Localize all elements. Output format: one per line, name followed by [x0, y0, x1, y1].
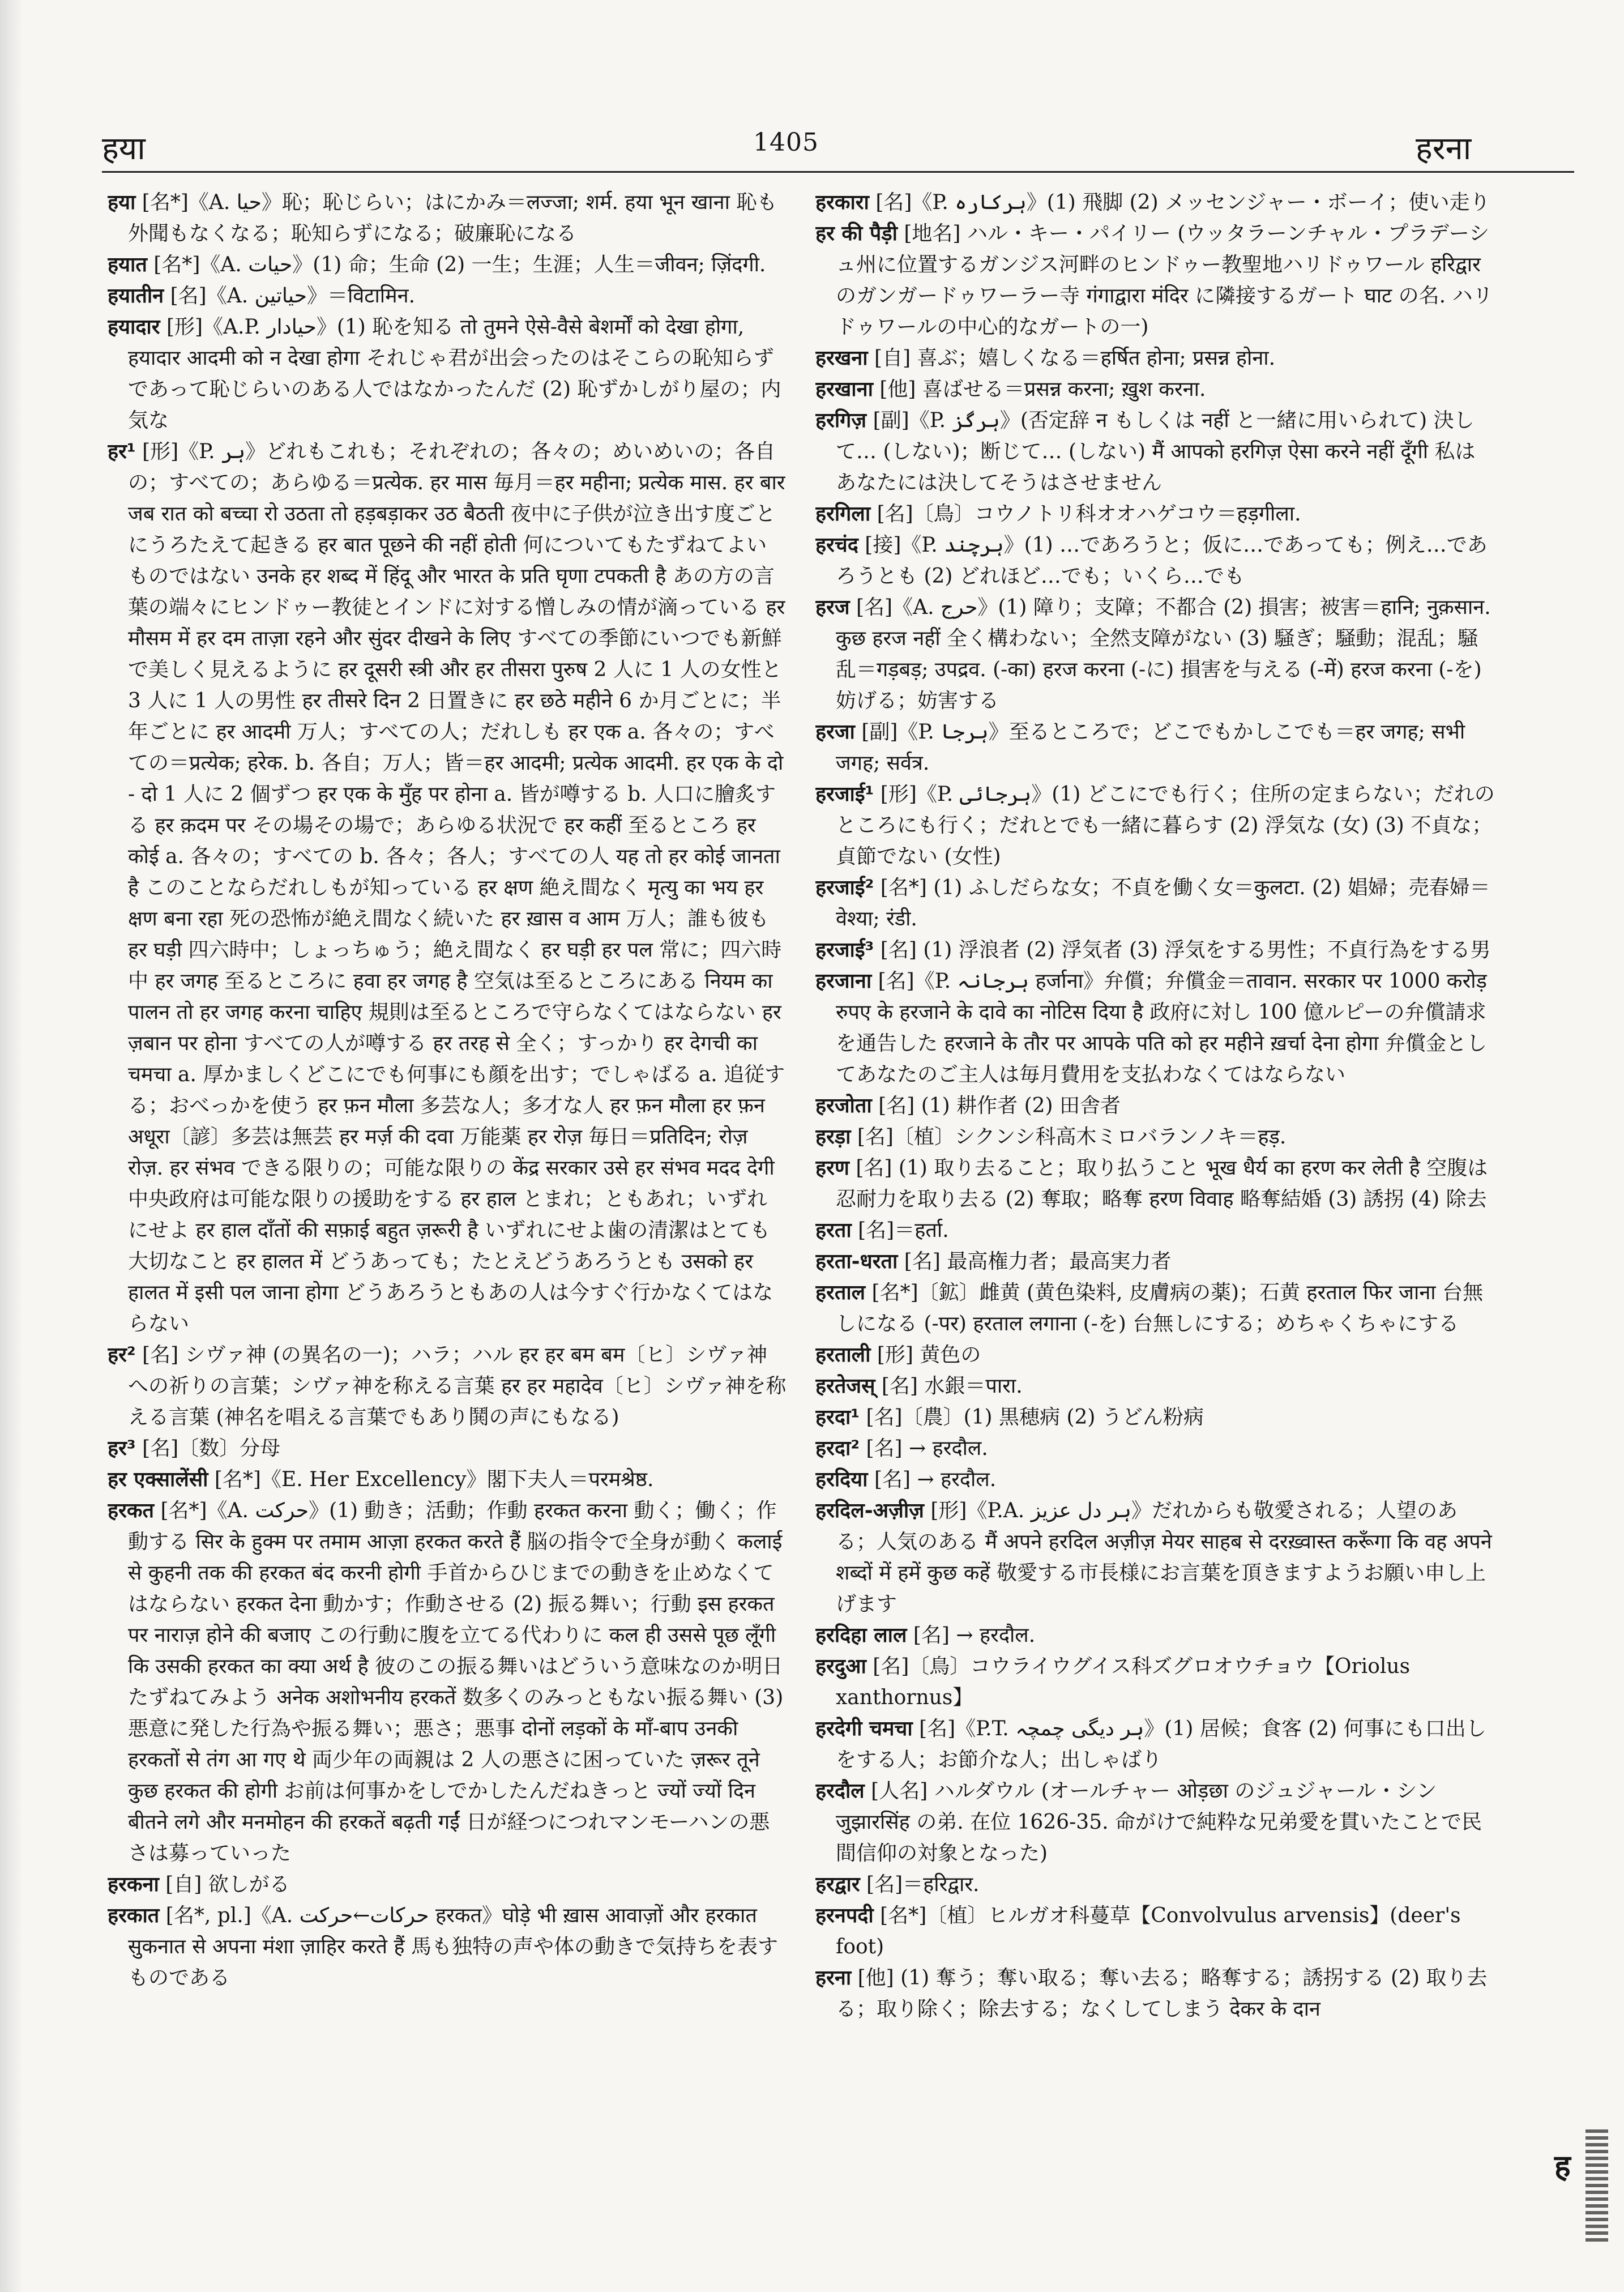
- dictionary-entry: [815, 405, 1495, 498]
- entry-headword: हरदा¹: [815, 1406, 860, 1429]
- dictionary-entry: [108, 1464, 787, 1495]
- entry-definition: [他] 喜ばせる＝प्रसन्न करना; ख़ुश करना.: [879, 378, 1206, 401]
- entry-headword: हरनपदी: [815, 1904, 874, 1927]
- dictionary-entry: [108, 249, 787, 280]
- entry-headword: हरदेगी चमचा: [815, 1717, 913, 1740]
- dictionary-entry: [815, 1713, 1495, 1775]
- entry-definition: [名]〔農〕(1) 黒穂病 (2) うどん粉病: [866, 1406, 1204, 1429]
- page-header: [0, 126, 1624, 165]
- entry-definition: [名] (1) 浮浪者 (2) 浮気者 (3) 浮気をする男性；不貞行為をする男: [880, 938, 1491, 962]
- entry-headword: हरखना: [815, 347, 868, 370]
- entry-headword: हर¹: [108, 440, 136, 463]
- entry-definition: [名] (1) 取り去ること；取り払うこと भूख धैर्य का हरण कर लेती है 空腹は忍耐力を取り去る (2) 奪取；略奪 हरण विवाह 略奪結婚 (3) 誘拐 (4) 除去: [836, 1156, 1488, 1211]
- header-first-word: हया: [102, 130, 146, 167]
- dictionary-entry: [815, 1121, 1495, 1153]
- dictionary-entry: [815, 872, 1495, 934]
- dictionary-entry: [815, 592, 1495, 716]
- entry-definition: [名]《P. ہرکارہ》(1) 飛脚 (2) メッセンジャー・ボーイ；使い走り: [875, 191, 1490, 214]
- dictionary-entry: [815, 1433, 1495, 1464]
- entry-headword: हरताल: [815, 1281, 866, 1304]
- entry-headword: हरदिहा लाल: [815, 1624, 907, 1647]
- dictionary-entry: [108, 1869, 787, 1900]
- dictionary-entry: [815, 1153, 1495, 1215]
- entry-headword: हरजा: [815, 720, 855, 744]
- entry-definition: [名] (1) 耕作者 (2) 田舎者: [878, 1094, 1121, 1117]
- dictionary-entry: [815, 1246, 1495, 1277]
- dictionary-entry: [815, 1464, 1495, 1495]
- dictionary-entry: [108, 1900, 787, 1994]
- dictionary-entry: [815, 1775, 1495, 1869]
- entry-definition: [名*] (1) ふしだらな女；不貞を働く女＝कुलटा. (2) 娼婦；売春婦＝वेश्या; रंडी.: [836, 876, 1490, 931]
- entry-headword: हरता-धरता: [815, 1250, 898, 1273]
- dictionary-entry: [108, 311, 787, 436]
- dictionary-entry: [108, 1433, 787, 1464]
- dictionary-entry: [815, 187, 1495, 218]
- entry-definition: [地名] ハル・キー・パイリー (ウッタラーンチャル・プラデーシュ州に位置するガンジス河畔のヒンドゥー教聖地ハリドゥワール हरिद्वार のガンガードゥワーラー寺 गंगाद्वारा मंदिर に隣接するガート घाट の名. ハリドゥワールの中心的なガートの一): [836, 222, 1493, 339]
- entry-headword: हरना: [815, 1966, 852, 1990]
- dictionary-entry: [815, 218, 1495, 343]
- entry-headword: हरड़ा: [815, 1125, 851, 1149]
- entry-headword: हरचंद: [815, 533, 858, 557]
- dictionary-entry: [108, 280, 787, 311]
- entry-definition: [名]《P.T. ہر دیگی چمچہ》(1) 居候；食客 (2) 何事にも口出しをする人；お節介な人；出しゃばり: [836, 1717, 1486, 1772]
- entry-headword: हरता: [815, 1219, 852, 1242]
- entry-definition: [名]《P. ہرجانہ हर्जाना》弁償；弁償金＝तावान. सरकार पर 1000 करोड़ रुपए के हरजाने के दावे का नोटिस दिया है 政府に対し 100 億ルピーの弁償請求を通告した हरजाने के तौर पर आपके पति को हर महीने ख़र्चा देना होगा 弁償金としてあなたのご主人は毎月費用を支払わなくてはならない: [836, 970, 1488, 1086]
- dictionary-entry: [815, 1962, 1495, 2025]
- entry-definition: [名]〔鳥〕コウノトリ科オオハゲコウ＝हड़गीला.: [877, 502, 1301, 526]
- entry-definition: [名*]〔植〕ヒルガオ科蔓草【Convolvulus arvensis】(deer's foot): [836, 1904, 1461, 1958]
- entry-definition: [名] → हरदौल.: [874, 1468, 997, 1491]
- entry-definition: [名]《A. حیاتین》＝विटामिन.: [170, 284, 416, 308]
- entry-headword: हयातीन: [108, 284, 164, 308]
- dictionary-entry: [108, 436, 787, 1339]
- entry-definition: [名] シヴァ神 (の異名の一)；ハラ；ハル हर हर बम बम〔ヒ〕シヴァ神への祈りの言葉；シヴァ神を称える言葉 हर हर महादेव〔ヒ〕シヴァ神を称える言葉 (神名を唱える言葉でもあり鬨の声にもなる): [128, 1343, 787, 1429]
- dictionary-entry: [815, 1277, 1495, 1339]
- entry-headword: हरगिज़: [815, 409, 867, 432]
- entry-definition: [名] 水銀＝पारा.: [881, 1375, 1023, 1398]
- dictionary-entry: [815, 1402, 1495, 1433]
- dictionary-entry: [815, 716, 1495, 779]
- dictionary-entry: [815, 1339, 1495, 1371]
- entry-definition: [名]〔数〕分母: [142, 1437, 281, 1460]
- entry-headword: हरकारा: [815, 191, 869, 214]
- entry-headword: हरदिया: [815, 1468, 868, 1491]
- entry-definition: [名*]《A. حرکت》(1) 動き；活動；作動 हरकत करना 動く；働く；作動する सिर के हुक्म पर तमाम आज़ा हरकत करते हैं 脳の指令で全身が動く कलाई से कुहनी तक की हरकत बंद करनी होगी 手首からひじまでの動きを止めなくてはならない हरकत देना 動かす；作動させる (2) 振る舞い；行動 इस हरकत पर नाराज़ होने की बजाए この行動に腹を立てる代わりに कल ही उससे पूछ लूँगी कि उसकी हरकत का क्या अर्थ है 彼のこの振る舞いはどういう意味なのか明日たずねてみよう अनेक अशोभनीय हरकतें 数多くのみっともない振る舞い (3) 悪意に発した行為や振る舞い；悪さ；悪事 दोनों लड़कों के माँ-बाप उनकी हरकतों से तंग आ गए थे 両少年の両親は 2 人の悪さに困っていた ज़रूर तूने कुछ हरकत की होगी お前は何事かをしでかしたんだねきっと ज्यों ज्यों दिन बीतने लगे और मनमोहन की हरकतें बढ़ती गईं 日が経つにつれマンモーハンの悪さは募っていった: [128, 1499, 784, 1865]
- entry-headword: हरण: [815, 1156, 849, 1180]
- dictionary-entry: [815, 498, 1495, 530]
- dictionary-entry: [815, 1869, 1495, 1900]
- entry-headword: हयादार: [108, 315, 160, 339]
- entry-definition: [名*]《A. حیا》恥；恥じらい；はにかみ＝लज्जा; शर्म. हया भून खाना 恥も外聞もなくなる；恥知らずになる；破廉恥になる: [128, 191, 777, 245]
- dictionary-entry: [108, 1495, 787, 1869]
- dictionary-entry: [815, 934, 1495, 966]
- entry-headword: हरजाई¹: [815, 783, 874, 806]
- entry-definition: [名*, pl.]《A. حرکات←حرکت हरकत》घोड़े भी ख़ास आवाज़ों और हरकात सुकनात से अपना मंशा ज़ाहिर करते हैं 馬も独特の声や体の動きで気持ちを表すものである: [128, 1904, 779, 1990]
- entry-headword: हरतेजस्: [815, 1375, 875, 1398]
- entry-definition: [副]《P. ہرجا》至るところで；どこでもかしこでも＝हर जगह; सभी जगह; सर्वत्र.: [836, 720, 1465, 775]
- entry-headword: हरदौल: [815, 1779, 865, 1803]
- dictionary-entry: [108, 1339, 787, 1433]
- entry-headword: हरजोता: [815, 1094, 872, 1117]
- dictionary-entry: [815, 966, 1495, 1090]
- entry-headword: हर की पैड़ी: [815, 222, 898, 245]
- dictionary-entry: [815, 1651, 1495, 1713]
- entry-definition: [形]《A.P. حیادار》(1) 恥を知る तो तुमने ऐसे-वैसे बेशर्मों को देखा होगा, हयादार आदमी को न देखा होगा それじゃ君が出会ったのはそこらの恥知らずであって恥じらいのある人ではなかったんだ (2) 恥ずかしがり屋の；内気な: [128, 315, 781, 432]
- entry-headword: हरजाई²: [815, 876, 874, 899]
- entry-definition: [副]《P. ہرگز》(否定辞 न もしくは नहीं と一緒に用いられて) 決して… (しない)；断じて… (しない) मैं आपको हरगिज़ ऐसा करने नहीं दूँगी 私はあなたには決してそうはさせません: [836, 409, 1476, 494]
- entry-headword: हरजाना: [815, 970, 872, 993]
- entry-definition: [名] → हरदौल.: [866, 1437, 988, 1460]
- entry-headword: हरकात: [108, 1904, 160, 1927]
- entry-definition: [形] 黄色の: [877, 1343, 981, 1367]
- entry-headword: हरदा²: [815, 1437, 860, 1460]
- header-last-word: हरना: [1416, 130, 1472, 167]
- entry-definition: [形]《P. ہرجائی》(1) どこにでも行く；住所の定まらない；だれのところにも行く；だれとでも一緒に暮らす (2) 浮気な (女) (3) 不貞な；貞節でない (女性): [836, 783, 1495, 868]
- thumb-index-tab: [1585, 2129, 1608, 2243]
- dictionary-entry: [815, 1495, 1495, 1620]
- entry-headword: हयात: [108, 253, 147, 276]
- entry-definition: [名]〔植〕シクンシ科高木ミロバランノキ＝हड़.: [857, 1125, 1287, 1149]
- dictionary-entry: [815, 1900, 1495, 1962]
- entry-headword: हरकना: [108, 1873, 159, 1896]
- dictionary-entry: [815, 1090, 1495, 1121]
- page-number: 1405: [753, 128, 819, 157]
- entry-headword: हरजाई³: [815, 938, 874, 962]
- entry-definition: [他] (1) 奪う；奪い取る；奪い去る；略奪する；誘拐する (2) 取り去る；取り除く；除去する；なくしてしまう देकर के दान: [836, 1966, 1488, 2021]
- entry-headword: हर²: [108, 1343, 136, 1367]
- entry-definition: [形]《P. ہر》どれもこれも；それぞれの；各々の；めいめいの；各自の；すべての；あらゆる＝प्रत्येक. हर मास 毎月＝हर महीना; प्रत्येक मास. हर बार जब रात को बच्चा रो उठता तो हड़बड़ाकर उठ बैठती 夜中に子供が泣き出す度ごとにうろたえて起きる हर बात पूछने की नहीं होती 何についてもたずねてよいものではない उनके हर शब्द में हिंदू और भारत के प्रति घृणा टपकती है あの方の言葉の端々にヒンドゥー教徒とインドに対する憎しみの情が滴っている हर मौसम में हर दम ताज़ा रहने और सुंदर दीखने के लिए すべての季節にいつでも新鮮で美しく見えるように हर दूसरी स्त्री और हर तीसरा पुरुष 2 人に 1 人の女性と 3 人に 1 人の男性 हर तीसरे दिन 2 日置きに हर छठे महीने 6 か月ごとに；半年ごとに हर आदमी 万人；すべての人；だれしも हर एक a. 各々の；すべての＝प्रत्येक; हरेक. b. 各自；万人；皆＝हर आदमी; प्रत्येक आदमी. हर एक के दो - दो 1 人に 2 個ずつ हर एक के मुँह पर होना a. 皆が噂する b. 人口に膾炙する हर क़दम पर その場その場で；あらゆる状況で हर कहीं 至るところ हर कोई a. 各々の；すべての b. 各々；各人；すべての人 यह तो हर कोई जानता है このことならだれしもが知っている हर क्षण 絶え間なく मृत्यु का भय हर क्षण बना रहा 死の恐怖が絶え間なく続いた हर ख़ास व आम 万人；誰も彼も हर घड़ी 四六時中；しょっちゅう；絶え間なく हर घड़ी हर पल 常に；四六時中 हर जगह 至るところに हवा हर जगह है 空気は至るところにある नियम का पालन तो हर जगह करना चाहिए 規則は至るところで守らなくてはならない हर ज़बान पर होना すべての人が噂する हर तरह से 全く；すっかり हर देगची का चमचा a. 厚かましくどこにでも何事にも顔を出す；でしゃばる a. 追従する；おべっかを使う हर फ़न मौला 多芸な人；多才な人 हर फ़न मौला हर फ़न अधूरा〔諺〕多芸は無芸 हर मर्ज़ की दवा 万能薬 हर रोज़ 毎日＝प्रतिदिन; रोज़ रोज़. हर संभव できる限りの；可能な限りの केंद्र सरकार उसे हर संभव मदद देगी 中央政府は可能な限りの援助をする हर हाल とまれ；ともあれ；いずれにせよ हर हाल दाँतों की सफ़ाई बहुत ज़रूरी है いずれにせよ歯の清潔はとても大切なこと हर हालत में どうあっても；たとえどうあろうとも उसको हर हालत में इसी पल जाना होगा どうあろうともあの人は今すぐ行かなくてはならない: [128, 440, 785, 1335]
- entry-headword: हरगिला: [815, 502, 871, 526]
- entry-definition: [形]《P.A. ہر دل عزیز》だれからも敬愛される；人望のある；人気のある मैं अपने हरदिल अज़ीज़ मेयर साहब से दरख़्वास्त करूँगा कि वह अपने शब्दों में हमें कुछ कहें 敬愛する市長様にお言葉を頂きますようお願い申し上げます: [836, 1499, 1492, 1616]
- entry-definition: [自] 欲しがる: [165, 1873, 290, 1896]
- dictionary-entry: [815, 1215, 1495, 1246]
- dictionary-entry: [815, 1620, 1495, 1651]
- right-column: [815, 187, 1495, 2254]
- dictionary-entry: [815, 374, 1495, 405]
- entry-headword: हरकत: [108, 1499, 155, 1522]
- entry-definition: [名]＝हर्ता.: [858, 1219, 949, 1242]
- entry-definition: [名]《A. حرج》(1) 障り；支障；不都合 (2) 損害；被害＝हानि; नुक़सान. कुछ हरज नहीं 全く構わない；全然支障がない (3) 騒ぎ；騒動；混乱；騒乱＝गड़बड़; उपद्रव. (-का) हरज करना (-に) 損害を与える (-में) हरज करना (-を) 妨げる；妨害する: [836, 596, 1491, 712]
- entry-definition: [名*]《E. Her Excellency》閣下夫人＝परमश्रेष्ठ.: [214, 1468, 654, 1491]
- entry-definition: [名]〔鳥〕コウライウグイス科ズグロオウチョウ【Oriolus xanthornus】: [836, 1655, 1411, 1709]
- entry-definition: [名*]〔鉱〕雌黄 (黄色染料, 皮膚病の薬)；石黄 हरताल फिर जाना 台無しになる (-पर) हरताल लगाना (-を) 台無しにする；めちゃくちゃにする: [836, 1281, 1484, 1335]
- entry-headword: हर³: [108, 1437, 136, 1460]
- entry-definition: [自] 喜ぶ；嬉しくなる＝हर्षित होना; प्रसन्न होना.: [874, 347, 1276, 370]
- entry-definition: [名]＝हरिद्वार.: [866, 1873, 980, 1896]
- left-column: [108, 187, 787, 2254]
- entry-headword: हरद्वार: [815, 1873, 860, 1896]
- dictionary-entry: [108, 187, 787, 249]
- dictionary-entry: [815, 530, 1495, 592]
- dictionary-entry: [815, 343, 1495, 374]
- entry-definition: [接]《P. ہرچند》(1) …であろうと；仮に…であっても；例え…であろうとも (2) どれほど…でも；いくら…でも: [836, 533, 1488, 588]
- entry-definition: [人名] ハルダウル (オールチャー ओड़छा のジュジャール・シン जुझारसिंह の弟. 在位 1626-35. 命がけで純粋な兄弟愛を貫いたことで民間信仰の対象となった): [836, 1779, 1482, 1865]
- entry-headword: हया: [108, 191, 136, 214]
- entry-headword: हर एक्सालेंसी: [108, 1468, 208, 1491]
- entry-definition: [名] 最高権力者；最高実力者: [904, 1250, 1172, 1273]
- entry-headword: हरदुआ: [815, 1655, 866, 1678]
- header-rule: [102, 171, 1574, 173]
- thumb-index-letter: ह: [1554, 2148, 1571, 2184]
- entry-headword: हरज: [815, 596, 850, 619]
- entry-headword: हरखाना: [815, 378, 873, 401]
- entry-headword: हरदिल-अज़ीज़: [815, 1499, 924, 1522]
- dictionary-entry: [815, 779, 1495, 872]
- entry-definition: [名*]《A. حیات》(1) 命；生命 (2) 一生；生涯；人生＝जीवन; ज़िंदगी.: [153, 253, 766, 276]
- scan-edge: [0, 0, 23, 2292]
- entry-definition: [名] → हरदौल.: [913, 1624, 1036, 1647]
- entry-headword: हरताली: [815, 1343, 871, 1367]
- dictionary-entry: [815, 1371, 1495, 1402]
